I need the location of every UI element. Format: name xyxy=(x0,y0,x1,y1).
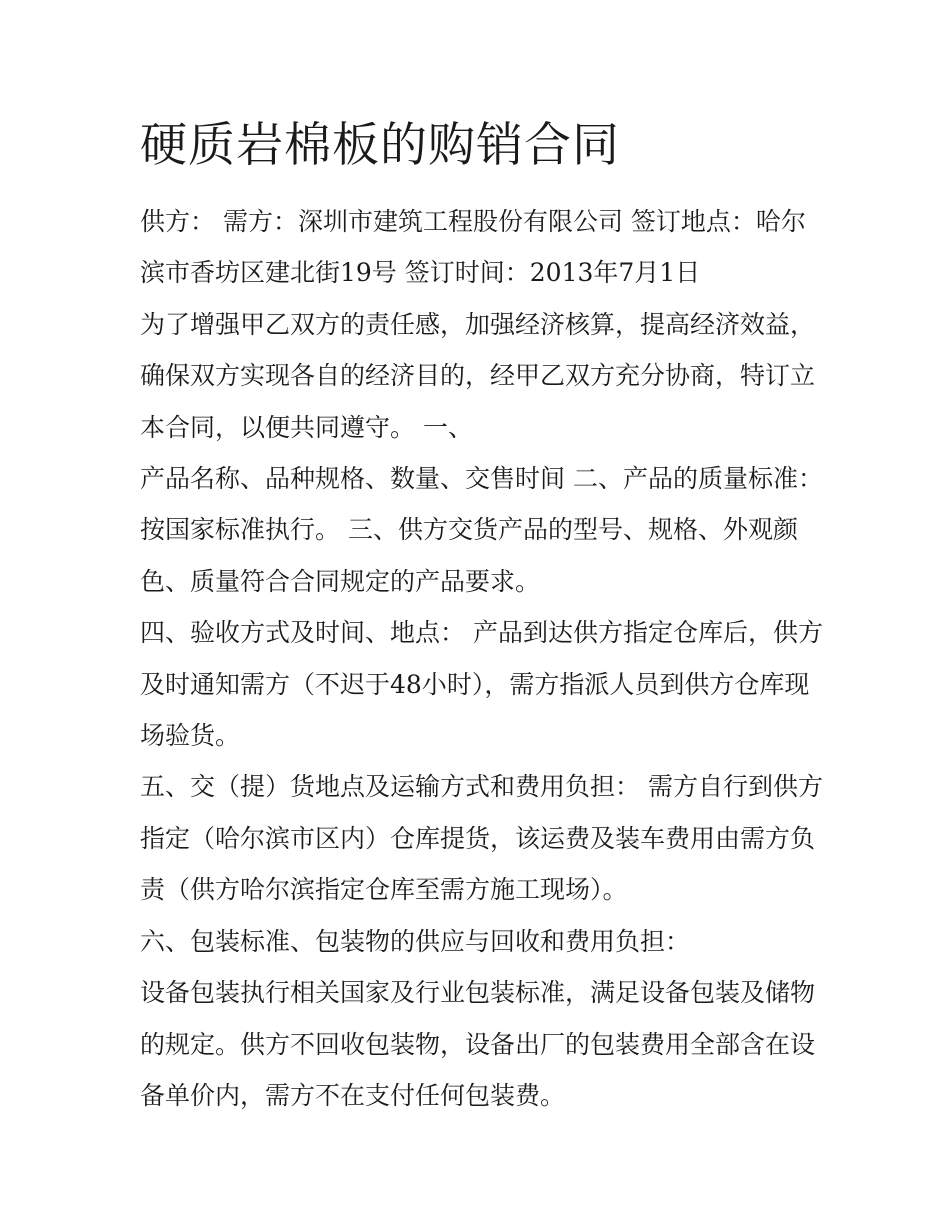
contract-header-paragraph: 供方： 需方：深圳市建筑工程股份有限公司 签订地点：哈尔滨市香坊区建北街19号 签订时间：2013年7月1日 xyxy=(140,207,806,288)
inspection-paragraph: 四、验收方式及时间、地点： 产品到达供方指定仓库后，供方及时通知需方（不迟于48小时），需方指派人员到供方仓库现场验货。 xyxy=(140,618,823,751)
document-title: 硬质岩棉板的购销合同 xyxy=(140,118,620,173)
document-body xyxy=(140,196,830,1121)
packaging-terms-paragraph: 设备包装执行相关国家及行业包装标准，满足设备包装及储物的规定。供方不回收包装物，设备出厂的包装费用全部含在设备单价内，需方不在支付任何包装费。 xyxy=(140,978,816,1110)
contract-preamble-paragraph: 为了增强甲乙双方的责任感，加强经济核算，提高经济效益，确保双方实现各自的经济目的，经甲乙双方充分协商，特订立本合同，以便共同遵守。 一、 xyxy=(140,309,816,442)
packaging-heading-paragraph: 六、包装标准、包装物的供应与回收和费用负担： xyxy=(140,926,691,956)
product-quality-paragraph: 产品名称、品种规格、数量、交售时间 二、产品的质量标准：按国家标准执行。 三、供方交货产品的型号、规格、外观颜色、质量符合合同规定的产品要求。 xyxy=(140,464,823,596)
delivery-paragraph: 五、交（提）货地点及运输方式和费用负担： 需方自行到供方指定（哈尔滨市区内）仓库提货，该运费及装车费用由需方负责（供方哈尔滨指定仓库至需方施工现场）。 xyxy=(140,772,823,905)
